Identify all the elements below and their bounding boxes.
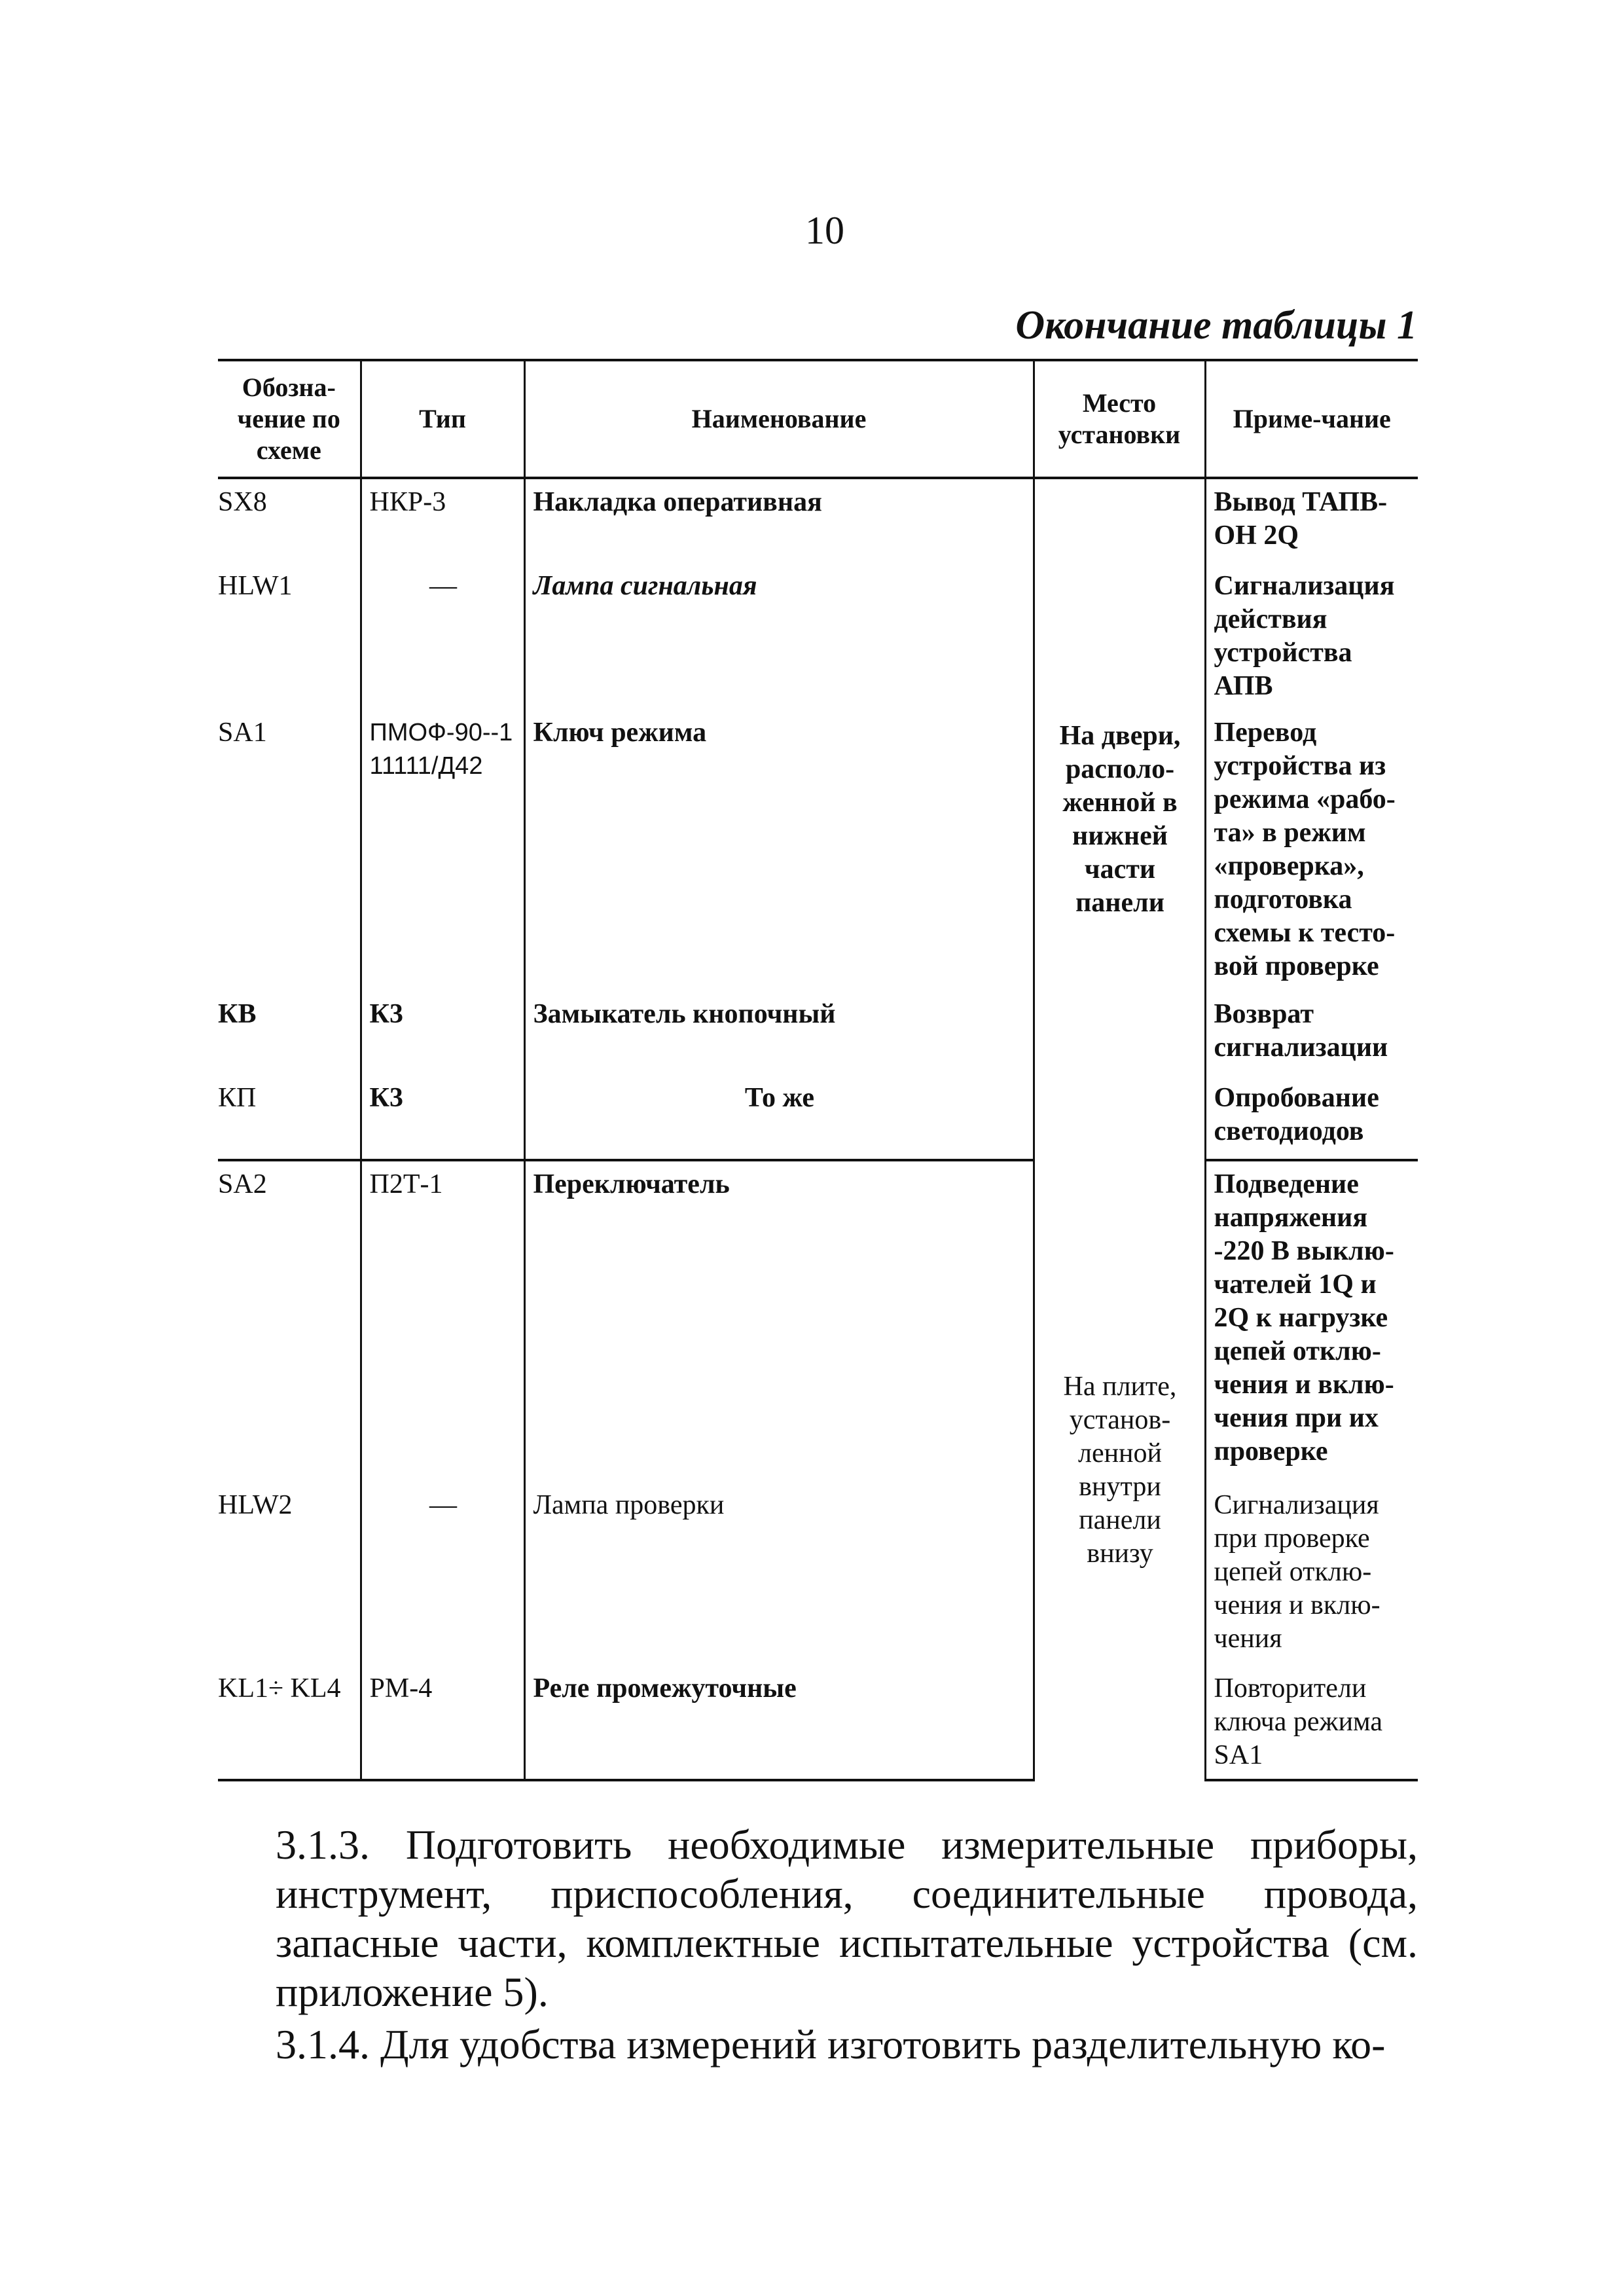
cell-name: Лампа сигнальная [524, 563, 1034, 710]
cell-note: Сигнализация действия устройства АПВ [1205, 563, 1418, 710]
table-row [218, 563, 1418, 710]
cell-note: Опробование светодиодов [1205, 1075, 1418, 1160]
cell-place: На плите, установ-ленной внутри панели внизу [1034, 1160, 1205, 1780]
cell-type: — [361, 563, 524, 710]
cell-name: Переключатель [524, 1160, 1034, 1482]
paragraph-text: 3.1.4. Для удобства измерений изготовить разделительную ко- [276, 2021, 1386, 2068]
cell-type: РМ-4 [361, 1666, 524, 1780]
cell-type: К3 [361, 991, 524, 1075]
cell-designation: КВ [218, 999, 257, 1029]
table-row [218, 1666, 1418, 1780]
cell-designation: SX8 [218, 487, 267, 517]
cell-designation: КП [218, 1075, 361, 1160]
cell-note: Вывод ТАПВ-ОН 2Q [1205, 478, 1418, 563]
paragraph-3-1-4 [218, 2020, 1418, 2069]
cell-name: Замыкатель кнопочный [524, 991, 1034, 1075]
cell-name: То же [524, 1075, 1034, 1160]
cell-type: К3 [361, 1075, 524, 1160]
cell-designation: HLW2 [218, 1490, 293, 1520]
equipment-table [218, 359, 1418, 1781]
table-row [218, 991, 1418, 1075]
header-designation: Обозна-чение по схеме [218, 360, 361, 478]
cell-name: Ключ режима [524, 710, 1034, 991]
cell-designation: HLW1 [218, 571, 293, 601]
cell-designation: SA1 [218, 718, 267, 748]
table-row [218, 1160, 1418, 1482]
cell-note: Повторители ключа режима SA1 [1205, 1666, 1418, 1780]
cell-designation: KL1÷ KL4 [218, 1666, 361, 1780]
paragraph-3-1-3 [218, 1820, 1418, 2016]
cell-name: Реле промежуточные [524, 1666, 1034, 1780]
table-row [218, 478, 1418, 563]
cell-name: Лампа проверки [524, 1482, 1034, 1666]
page-number: 10 [805, 209, 844, 252]
table-caption: Окончание таблицы 1 [1015, 303, 1417, 348]
cell-note: Перевод устройства из режима «рабо-та» в режим «проверка», подготовка схемы к тесто-вой проверке [1205, 710, 1418, 991]
header-place: Место установки [1034, 360, 1205, 478]
cell-note: Сигнализация при проверке цепей отклю-чения и вклю-чения [1205, 1482, 1418, 1666]
header-note: Приме-чание [1205, 360, 1418, 478]
cell-type: П2Т-1 [361, 1160, 524, 1482]
cell-designation: SA2 [218, 1169, 267, 1199]
paragraph-text: 3.1.3. Подготовить необходимые измерительные приборы, инструмент, приспособления, соединительные провода, запасные части, комплектные испытательные устройства (см. приложение 5). [276, 1821, 1418, 2015]
cell-type: — [361, 1482, 524, 1666]
table-row [218, 1075, 1418, 1160]
cell-note: Возврат сигнализации [1205, 991, 1418, 1075]
header-type: Тип [361, 360, 524, 478]
table-row [218, 710, 1418, 991]
table-row [218, 1482, 1418, 1666]
cell-type: ПМОФ-90--111111/Д42 [361, 710, 524, 991]
cell-type: НКР-3 [361, 478, 524, 563]
header-name: Наименование [524, 360, 1034, 478]
cell-note: Подведение напряжения -220 В выклю-чателей 1Q и 2Q к нагрузке цепей отклю-чения и вклю-чения при их проверке [1205, 1160, 1418, 1482]
table-header-row [218, 360, 1418, 478]
cell-name: Накладка оперативная [524, 478, 1034, 563]
cell-place: На двери, располо-женной в нижней части панели [1034, 478, 1205, 1160]
